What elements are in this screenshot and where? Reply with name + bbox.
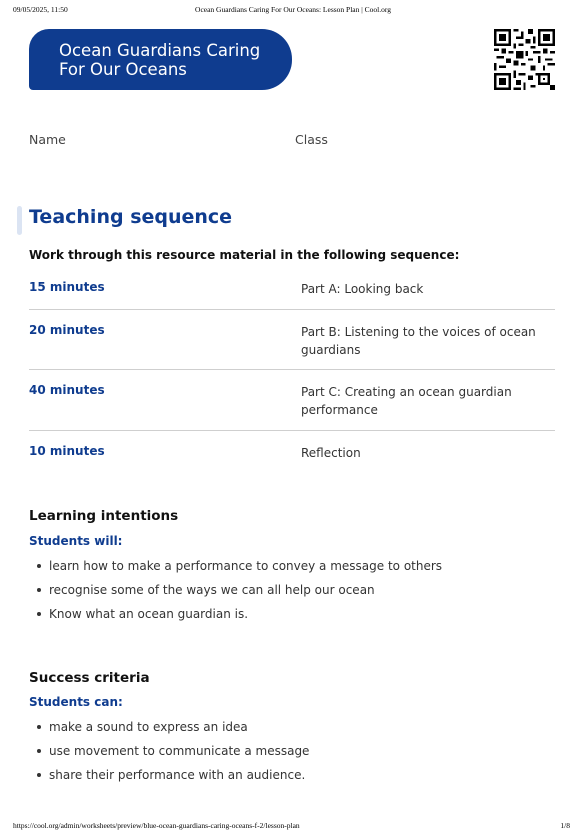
success-criteria-heading: Success criteria bbox=[29, 670, 150, 686]
sequence-duration: 10 minutes bbox=[29, 444, 105, 458]
qr-code-icon bbox=[494, 29, 555, 90]
row-divider bbox=[29, 430, 555, 431]
learning-intentions-heading: Learning intentions bbox=[29, 508, 179, 524]
success-criteria-subheading: Students can: bbox=[29, 695, 123, 709]
sequence-activity: Part B: Listening to the voices of ocean guardians bbox=[301, 325, 536, 357]
page-title: Ocean Guardians Caring For Our Oceans bbox=[59, 41, 261, 79]
list-item: learn how to make a performance to convey a message to others bbox=[36, 559, 442, 583]
print-url: https://cool.org/admin/worksheets/preview/blue-ocean-guardians-caring-oceans-f-2/lesson-plan bbox=[13, 821, 300, 830]
sequence-activity: Reflection bbox=[301, 446, 361, 460]
learning-intentions-list bbox=[36, 559, 442, 631]
teaching-sequence-heading: Teaching sequence bbox=[29, 206, 233, 228]
row-divider bbox=[29, 309, 555, 310]
sequence-activity: Part A: Looking back bbox=[301, 282, 424, 296]
list-item: use movement to communicate a message bbox=[36, 744, 309, 768]
row-divider bbox=[29, 369, 555, 370]
print-doc-title: Ocean Guardians Caring For Our Oceans: Lesson Plan | Cool.org bbox=[195, 5, 391, 14]
teaching-sequence-intro: Work through this resource material in the following sequence: bbox=[29, 248, 460, 262]
title-banner bbox=[29, 29, 292, 90]
name-field-label: Name bbox=[29, 132, 66, 147]
section-accent-bar bbox=[17, 206, 22, 235]
print-footer bbox=[0, 821, 586, 833]
success-criteria-list bbox=[36, 720, 309, 792]
learning-intentions-subheading: Students will: bbox=[29, 534, 123, 548]
sequence-duration: 15 minutes bbox=[29, 280, 105, 294]
list-item: recognise some of the ways we can all help our ocean bbox=[36, 583, 442, 607]
sequence-duration: 40 minutes bbox=[29, 383, 105, 397]
page-number: 1/8 bbox=[560, 821, 570, 830]
sequence-duration: 20 minutes bbox=[29, 323, 105, 337]
list-item: make a sound to express an idea bbox=[36, 720, 309, 744]
sequence-activity: Part C: Creating an ocean guardian performance bbox=[301, 385, 512, 417]
list-item: share their performance with an audience. bbox=[36, 768, 309, 792]
class-field-label: Class bbox=[295, 132, 328, 147]
print-header bbox=[0, 5, 586, 17]
list-item: Know what an ocean guardian is. bbox=[36, 607, 442, 631]
print-datetime: 09/05/2025, 11:50 bbox=[13, 5, 68, 14]
